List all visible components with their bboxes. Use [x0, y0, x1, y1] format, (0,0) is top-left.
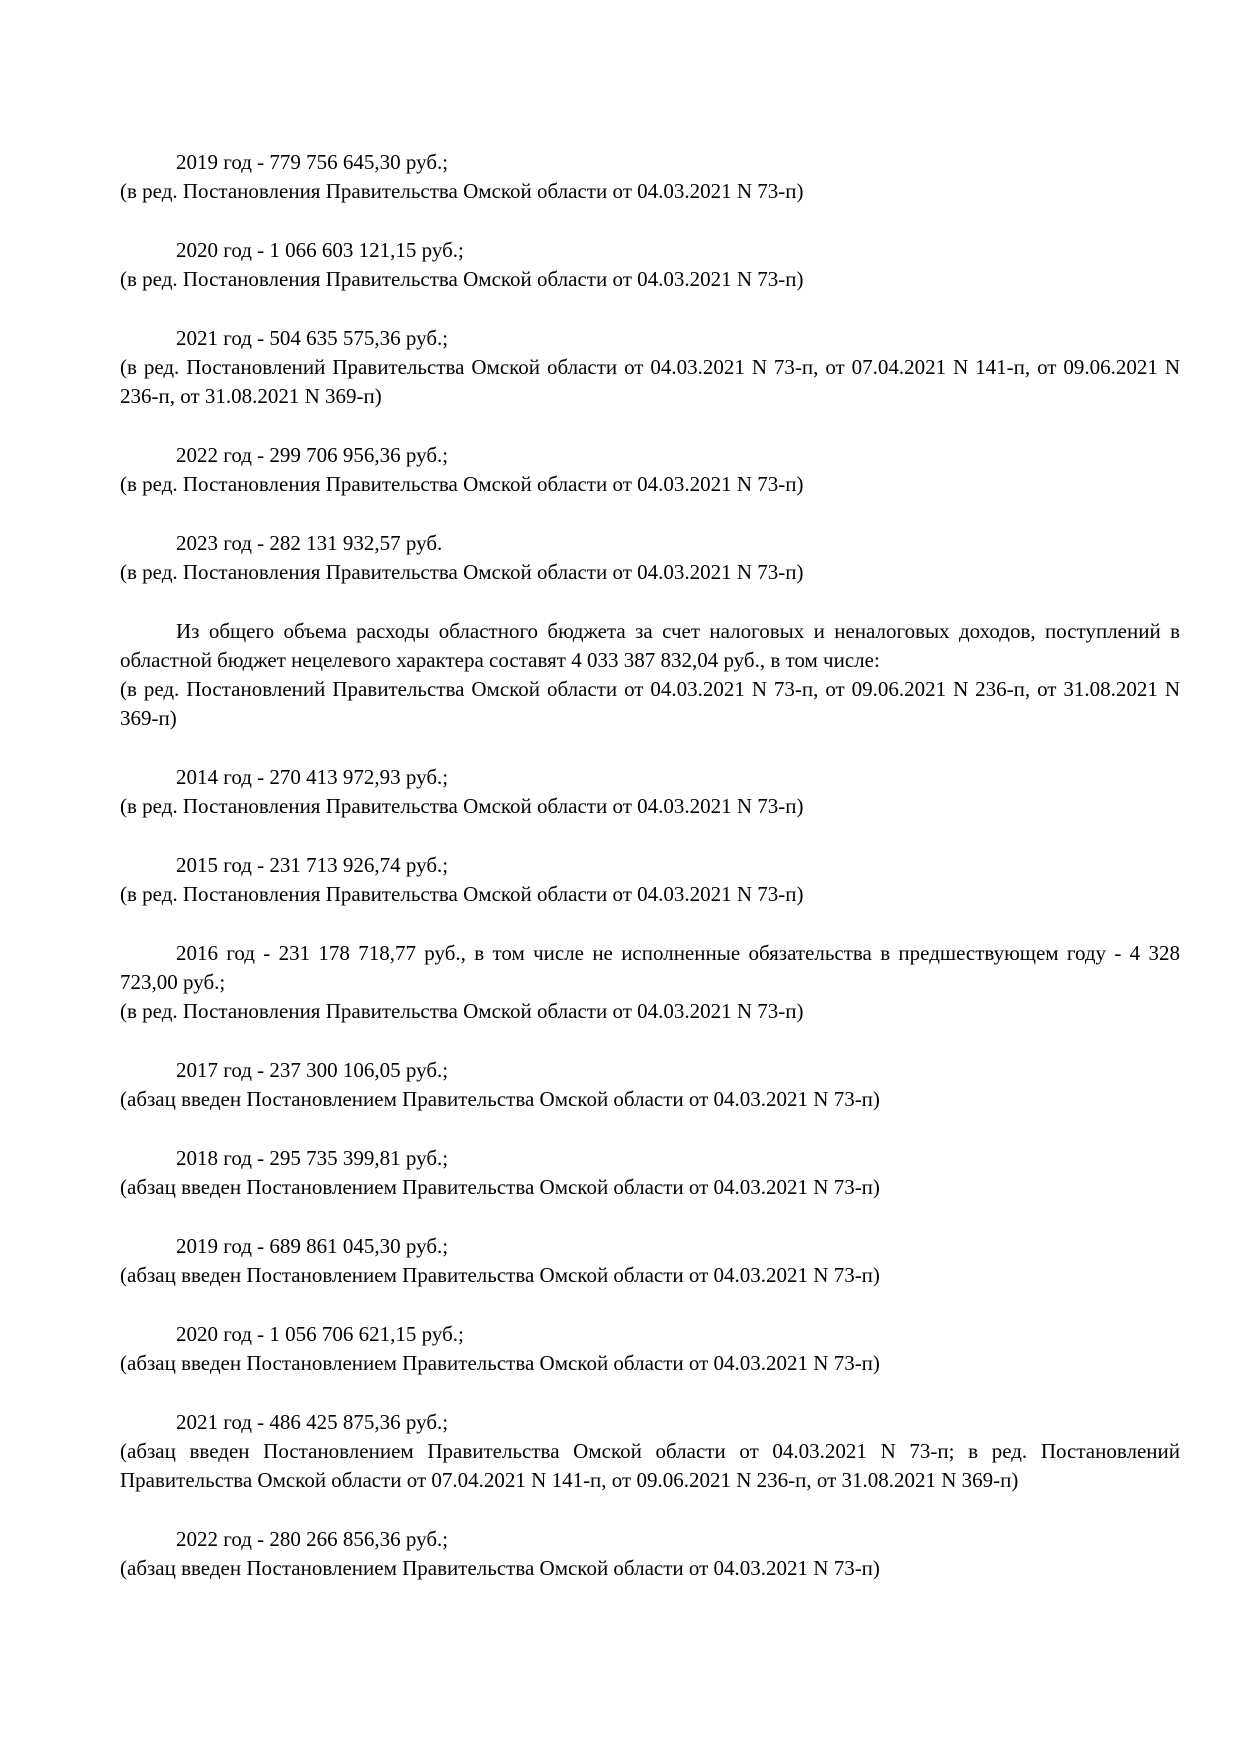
paragraph-block [120, 617, 1180, 733]
amendment-note: (абзац введен Постановлением Правительства Омской области от 04.03.2021 N 73-п) [120, 1351, 880, 1375]
paragraph-block [120, 1232, 1180, 1290]
amendment-note: (абзац введен Постановлением Правительства Омской области от 04.03.2021 N 73-п) [120, 1175, 880, 1199]
budget-line: 2017 год - 237 300 106,05 руб.; [176, 1058, 449, 1082]
budget-summary-paragraph: Из общего объема расходы областного бюджета за счет налоговых и неналоговых доходов, поступлений в областной бюджет нецелевого характера составят 4 033 387 832,04 руб., в том числе: [120, 619, 1180, 672]
amendment-note: (в ред. Постановления Правительства Омской области от 04.03.2021 N 73-п) [120, 472, 804, 496]
paragraph-block [120, 1525, 1180, 1583]
paragraph-block [120, 529, 1180, 587]
paragraph-block [120, 441, 1180, 499]
amendment-note: (абзац введен Постановлением Правительства Омской области от 04.03.2021 N 73-п) [120, 1556, 880, 1580]
budget-line: 2022 год - 299 706 956,36 руб.; [176, 443, 449, 467]
amendment-note: (в ред. Постановления Правительства Омской области от 04.03.2021 N 73-п) [120, 794, 804, 818]
amendment-note: (в ред. Постановления Правительства Омской области от 04.03.2021 N 73-п) [120, 560, 804, 584]
amendment-note: (в ред. Постановления Правительства Омской области от 04.03.2021 N 73-п) [120, 267, 804, 291]
paragraph-block [120, 1056, 1180, 1114]
amendment-note: (абзац введен Постановлением Правительства Омской области от 04.03.2021 N 73-п) [120, 1263, 880, 1287]
budget-line: 2023 год - 282 131 932,57 руб. [176, 531, 443, 555]
paragraph-block [120, 148, 1180, 206]
paragraph-block [120, 939, 1180, 1026]
amendment-note: (в ред. Постановления Правительства Омской области от 04.03.2021 N 73-п) [120, 999, 804, 1023]
budget-line: 2016 год - 231 178 718,77 руб., в том числе не исполненные обязательства в предшествующем году - 4 328 723,00 руб.; [120, 941, 1180, 994]
budget-line: 2015 год - 231 713 926,74 руб.; [176, 853, 449, 877]
paragraph-block [120, 1320, 1180, 1378]
amendment-note: (абзац введен Постановлением Правительства Омской области от 04.03.2021 N 73-п) [120, 1087, 880, 1111]
budget-line: 2022 год - 280 266 856,36 руб.; [176, 1527, 449, 1551]
document-body [120, 148, 1180, 1613]
budget-line: 2020 год - 1 066 603 121,15 руб.; [176, 238, 464, 262]
budget-line: 2021 год - 504 635 575,36 руб.; [176, 326, 449, 350]
paragraph-block [120, 1408, 1180, 1495]
amendment-note: (в ред. Постановления Правительства Омской области от 04.03.2021 N 73-п) [120, 179, 804, 203]
budget-line: 2019 год - 689 861 045,30 руб.; [176, 1234, 449, 1258]
budget-line: 2019 год - 779 756 645,30 руб.; [176, 150, 449, 174]
amendment-note: (абзац введен Постановлением Правительства Омской области от 04.03.2021 N 73-п; в ред. Постановлений Правительства Омской области от 07.04.2021 N 141-п, от 09.06.2021 N 236-п, от 31.08.2021 N 369-п) [120, 1439, 1180, 1492]
paragraph-block [120, 236, 1180, 294]
budget-line: 2021 год - 486 425 875,36 руб.; [176, 1410, 449, 1434]
amendment-note: (в ред. Постановлений Правительства Омской области от 04.03.2021 N 73-п, от 09.06.2021 N 236-п, от 31.08.2021 N 369-п) [120, 677, 1180, 730]
paragraph-block [120, 763, 1180, 821]
amendment-note: (в ред. Постановления Правительства Омской области от 04.03.2021 N 73-п) [120, 882, 804, 906]
budget-line: 2020 год - 1 056 706 621,15 руб.; [176, 1322, 464, 1346]
budget-line: 2014 год - 270 413 972,93 руб.; [176, 765, 449, 789]
paragraph-block [120, 1144, 1180, 1202]
budget-line: 2018 год - 295 735 399,81 руб.; [176, 1146, 449, 1170]
paragraph-block [120, 324, 1180, 411]
paragraph-block [120, 851, 1180, 909]
amendment-note: (в ред. Постановлений Правительства Омской области от 04.03.2021 N 73-п, от 07.04.2021 N 141-п, от 09.06.2021 N 236-п, от 31.08.2021 N 369-п) [120, 355, 1180, 408]
